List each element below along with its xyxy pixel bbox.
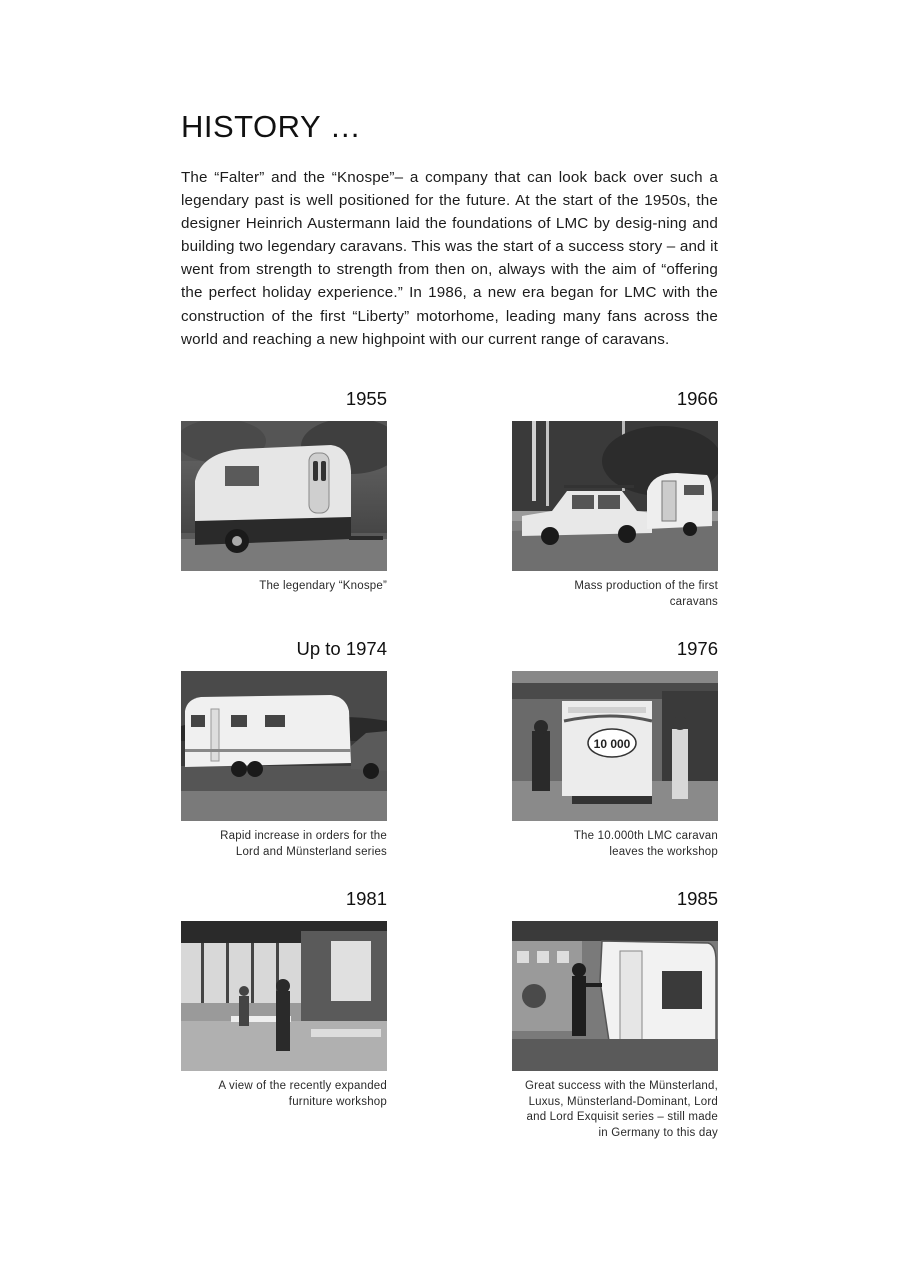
caption-line: and Lord Exquisit series – still made	[526, 1111, 718, 1123]
entry-caption	[504, 1079, 718, 1141]
photo-image	[181, 921, 387, 1071]
knospe-caravan-photo	[181, 421, 387, 571]
caption-line: Rapid increase in orders for the	[220, 830, 387, 842]
photo-image	[512, 921, 718, 1071]
entry-caption	[504, 579, 718, 610]
caption-line: Lord and Münsterland series	[235, 845, 387, 858]
entry-year: 1955	[345, 388, 387, 409]
caption-line: Great success with the Münsterland,	[525, 1080, 718, 1092]
caption-line: caravans	[669, 595, 718, 608]
caption-line: in Germany to this day	[598, 1126, 718, 1139]
entry-year: 1981	[345, 888, 387, 909]
intro-paragraph: The “Falter” and the “Knospe”– a company that can look back over such a legendary past is well positioned for the future. At the start of the 1950s, the designer Heinrich Austermann laid the foundations of LMC by desig-ning and building two legendary caravans. This was the start of a success story – and it went from strength to strength from then on, always with the aim of “offering the perfect holiday experience.” In 1986, a new era began for LMC with the construction of the first “Liberty” motorhome, leading many fans across the world and reaching a new highpoint with our current range of caravans.	[181, 169, 718, 348]
lord-caravan-on-road-photo	[181, 671, 387, 821]
caravan-assembly-photo	[512, 921, 718, 1071]
sign-text: 10 000	[593, 737, 631, 751]
10000th-caravan-photo	[512, 671, 718, 821]
entry-caption	[173, 829, 387, 860]
entry-caption	[173, 579, 387, 595]
car-towing-caravan-photo	[512, 421, 718, 571]
photo-image	[512, 671, 718, 821]
photo-image	[181, 421, 387, 571]
entry-caption	[504, 829, 718, 860]
caption-line: Luxus, Münsterland-Dominant, Lord	[528, 1095, 718, 1108]
entry-year: 1985	[676, 888, 718, 909]
caption-line: leaves the workshop	[609, 845, 718, 858]
caption-line: furniture workshop	[288, 1095, 387, 1108]
entry-year: 1966	[676, 388, 718, 409]
photo-image	[181, 671, 387, 821]
photo-image	[512, 421, 718, 571]
caption-line: A view of the recently expanded	[218, 1080, 387, 1092]
entry-year: Up to 1974	[296, 638, 387, 659]
furniture-workshop-photo	[181, 921, 387, 1071]
entry-caption	[173, 1079, 387, 1110]
page-title: HISTORY …	[181, 109, 362, 144]
caption-line: The legendary “Knospe”	[259, 580, 387, 592]
caption-line: Mass production of the first	[574, 580, 718, 592]
entry-year: 1976	[676, 638, 718, 659]
caption-line: The 10.000th LMC caravan	[573, 830, 718, 842]
